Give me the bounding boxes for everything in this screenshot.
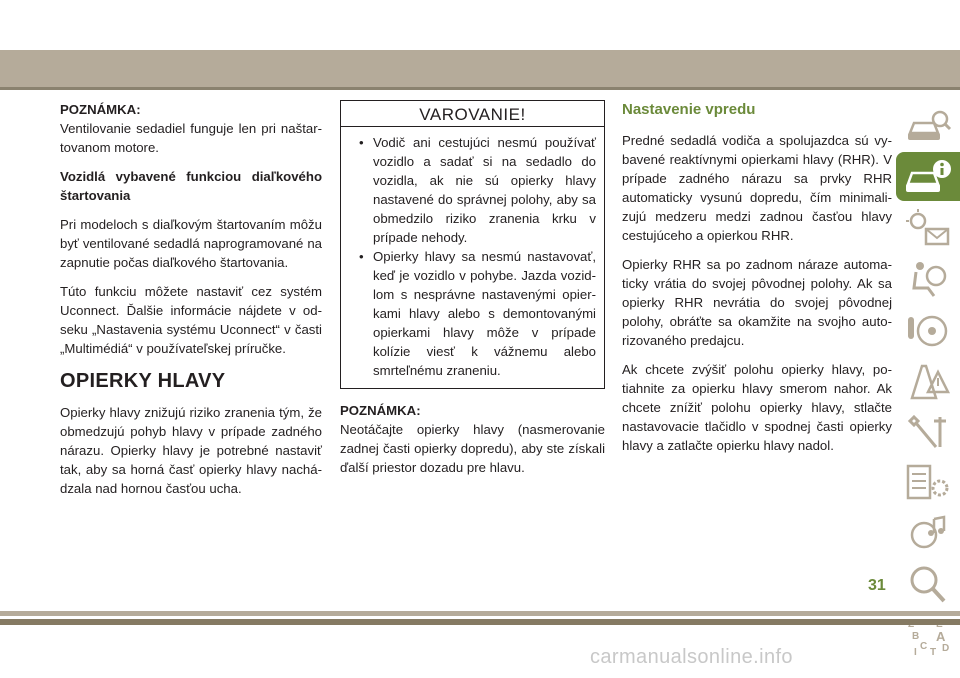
index-letter: I: [914, 646, 917, 657]
note-label: POZNÁMKA:: [340, 403, 421, 418]
search-icon: [904, 564, 952, 606]
warning-item: • Vodič ani cestujúci nesmú používať vozidlo a sadať si na sedadlo do vozidla, ak nie sú opierky hlavy nastavené do správnej polohy, aby sa obmedzilo riziko zranenia krku v prípade nehody.: [359, 133, 596, 247]
warning-list: [345, 133, 596, 380]
paragraph-remote-start: Pri modeloch s diaľkovým štartovaním môžu byť ventilované sedadlá naprogramované na zapnutie počas diaľkového štartovania.: [60, 217, 322, 270]
note-text: Neotáčajte opierky hlavy (nasmerovanie zadnej časti opierky dopredu), aby ste získali ďalší priestor dozadu pre hlavu.: [340, 422, 605, 475]
index-letter: C: [920, 640, 928, 652]
index-letter: D: [942, 642, 950, 654]
tab-getting-to-know[interactable]: [896, 101, 960, 150]
index-letter: T: [930, 646, 937, 657]
warning-lights-icon: [904, 207, 952, 249]
subsection-heading-front: Nastavenie vpredu: [622, 101, 756, 118]
subheading-remote-start: Vozidlá vybavené funkciou diaľkového štartovania: [60, 169, 322, 203]
airbag-seat-icon: [904, 258, 952, 300]
tab-safety[interactable]: [896, 254, 960, 303]
note-text: Ventilovanie sedadiel funguje len pri naštartovanom motore.: [60, 121, 322, 155]
page-number: 31: [868, 577, 886, 594]
car-info-icon: [904, 156, 952, 198]
chapter-tabs: [896, 101, 960, 662]
warning-item: • Opierky hlavy sa nesmú nastavovať, keď je vozidlo v pohybe. Jazda vozidlom s nesprávne nastavenými opierkami hlavy alebo s demontovanými opierkami hlavy môže v prípade kolízie viesť k vážnemu alebo smrteľnému zraneniu.: [359, 247, 596, 380]
column-left: [60, 100, 322, 508]
tab-starting-operating[interactable]: [896, 305, 960, 354]
tab-search[interactable]: [896, 560, 960, 609]
header-rule: [0, 87, 960, 90]
tab-dashboard[interactable]: [896, 203, 960, 252]
tab-servicing[interactable]: [896, 407, 960, 456]
wrench-tools-icon: [904, 411, 952, 453]
header-band: [0, 50, 960, 87]
watermark-text: carmanualsonline.info: [590, 646, 793, 668]
footer-rule-dark: [0, 619, 960, 625]
column-middle: [340, 100, 605, 487]
page-top-margin: [0, 0, 960, 50]
paragraph-rhr-return: Opierky RHR sa po zadnom náraze automaticky vrátia do svojej pôvodnej polohy. Ak sa opierky RHR nevrátia do svojej pôvodnej polohy, obráťte sa okamžite na svojho autorizovaného predajcu.: [622, 257, 892, 348]
tab-emergency[interactable]: [896, 356, 960, 405]
car-magnifier-icon: [904, 105, 952, 147]
paragraph-rhr-adjust: Ak chcete zvýšiť polohu opierky hlavy, potiahnite za opierku hlavy smerom nahor. Ak chcete znížiť polohu opierky hlavy, stlačte nastavovacie tlačidlo v spodnej časti opierky hlavy a zatlačte opierku hlavy nadol.: [622, 362, 892, 453]
index-letter: B: [912, 630, 920, 642]
multimedia-icon: [904, 513, 952, 555]
specs-gear-icon: [904, 462, 952, 504]
paragraph-uconnect: Túto funkciu môžete nastaviť cez systém Uconnect. Ďalšie informácie nájdete v odseku „Nastavenia systému Uconnect“ v časti „Multimédiá“ v používateľskej príručke.: [60, 284, 322, 356]
tab-technical[interactable]: [896, 458, 960, 507]
road-warning-icon: [904, 360, 952, 402]
tab-vehicle-info[interactable]: [896, 152, 960, 201]
paragraph-head-restraints: Opierky hlavy znižujú riziko zranenia tým, že obmedzujú pohyb hlavy v prípade zadného nárazu. Opierky hlavy je potrebné nastaviť tak, aby sa horná časť opierky hlavy nachádzala nad hornou časťou ucha.: [60, 405, 322, 496]
steering-key-icon: [904, 309, 952, 351]
warning-box: [340, 100, 605, 389]
note-label: POZNÁMKA:: [60, 102, 141, 117]
warning-title: VAROVANIE!: [341, 101, 604, 127]
paragraph-rhr-intro: Predné sedadlá vodiča a spolujazdca sú vybavené reaktívnymi opierkami hlavy (RHR). V prípade zadného nárazu sa prvky RHR automaticky vysunú dopredu, čím minimalizujú medzeru medzi zadnou časťou hlavy cestujúceho a opierkou RHR.: [622, 133, 892, 243]
section-heading-head-restraints: OPIERKY HLAVY: [60, 370, 226, 392]
index-letter: A: [936, 628, 946, 644]
footer-rule-light: [0, 611, 960, 616]
column-right: [622, 100, 892, 465]
tab-multimedia[interactable]: [896, 509, 960, 558]
